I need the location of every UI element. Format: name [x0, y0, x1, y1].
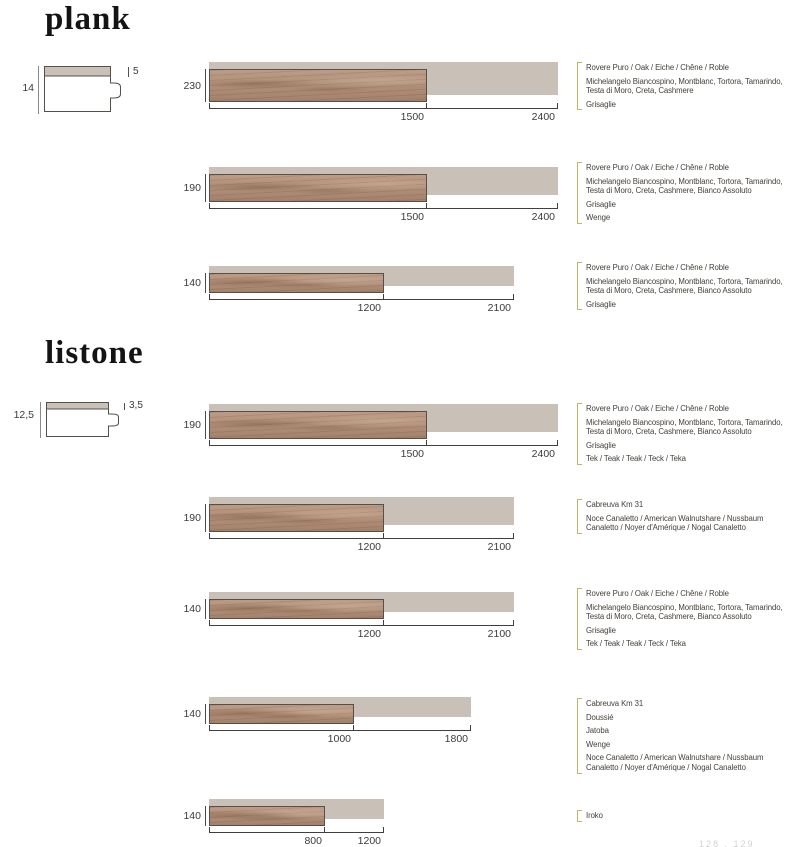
plank-wear-layer-label: 5	[133, 66, 139, 77]
species-list	[577, 162, 786, 224]
species-list	[577, 262, 786, 310]
dimension-tick	[209, 725, 210, 730]
width-bracket-line	[205, 504, 206, 532]
length-max-label: 1200	[357, 835, 381, 847]
species-list	[577, 403, 786, 465]
dimension-tick	[426, 440, 427, 445]
plank-thickness-label: 14	[22, 82, 34, 94]
species-line: Michelangelo Biancospino, Montblanc, Tortora, Tamarindo, Testa di Moro, Creta, Cashmere, Bianco Assoluto	[586, 602, 783, 622]
length-max-label: 2400	[531, 211, 555, 223]
species-line: Doussié	[586, 712, 614, 722]
length-min-label: 1200	[357, 628, 381, 640]
width-bracket-line	[205, 704, 206, 724]
plank-wear-layer-tick	[128, 67, 129, 77]
species-line: Grisaglie	[586, 299, 616, 309]
dimension-tick	[383, 827, 384, 832]
species-line: Grisaglie	[586, 440, 616, 450]
dimension-tick	[383, 533, 384, 538]
species-line: Iroko	[586, 811, 603, 820]
length-dimension-line	[209, 445, 558, 446]
species-line: Grisaglie	[586, 625, 616, 635]
species-line: Michelangelo Biancospino, Montblanc, Tortora, Tamarindo, Testa di Moro, Creta, Cashmere, Bianco Assoluto	[586, 417, 783, 437]
dimension-tick	[513, 620, 514, 625]
dimension-tick	[557, 103, 558, 108]
species-line: Michelangelo Biancospino, Montblanc, Tortora, Tamarindo, Testa di Moro, Creta, Cashmere, Bianco Assoluto	[586, 176, 783, 196]
dimension-tick	[209, 294, 210, 299]
dimension-tick	[557, 440, 558, 445]
length-min-label: 1500	[400, 111, 424, 123]
species-list	[577, 810, 786, 822]
section-title-listone: listone	[45, 335, 144, 371]
plank-cross-section-drawing	[44, 66, 126, 114]
listone-thickness-line	[40, 402, 41, 438]
width-label: 140	[183, 277, 201, 289]
page-numbers: 128 . 129	[699, 839, 755, 847]
dimension-tick	[353, 725, 354, 730]
width-bracket-line	[205, 599, 206, 619]
width-bracket-line	[205, 411, 206, 439]
length-dimension-line	[209, 208, 558, 209]
section-title-plank: plank	[45, 1, 131, 37]
width-bracket-line	[205, 273, 206, 293]
dimension-tick	[209, 440, 210, 445]
length-dimension-line	[209, 730, 471, 731]
species-list	[577, 499, 786, 534]
length-max-label: 2400	[531, 448, 555, 460]
wood-plank-bar	[209, 69, 427, 102]
dimension-tick	[209, 827, 210, 832]
species-line: Jatoba	[586, 726, 609, 736]
dimension-tick	[426, 203, 427, 208]
dimension-tick	[426, 103, 427, 108]
length-dimension-line	[209, 108, 558, 109]
length-dimension-line	[209, 538, 514, 539]
length-min-label: 1200	[357, 541, 381, 553]
species-line: Rovere Puro / Oak / Eiche / Chêne / Roble	[586, 263, 729, 272]
wood-plank-bar	[209, 411, 427, 439]
dimension-tick	[209, 620, 210, 625]
species-line: Wenge	[586, 213, 611, 223]
wood-plank-bar	[209, 599, 384, 619]
species-line: Cabreuva Km 31	[586, 699, 644, 708]
species-line: Rovere Puro / Oak / Eiche / Chêne / Roble	[586, 589, 729, 598]
wood-plank-bar	[209, 174, 427, 202]
width-bracket-line	[205, 174, 206, 202]
species-line: Michelangelo Biancospino, Montblanc, Tortora, Tamarindo, Testa di Moro, Creta, Cashmere	[586, 76, 783, 96]
width-label: 140	[183, 810, 201, 822]
species-line: Noce Canaletto / American Walnutshare / Nussbaum Canaletto / Noyer d'Amérique / Nogal Canaletto	[586, 513, 764, 533]
species-line: Rovere Puro / Oak / Eiche / Chêne / Roble	[586, 63, 729, 72]
listone-wear-layer-label: 3,5	[129, 400, 143, 411]
length-min-label: 800	[304, 835, 322, 847]
length-max-label: 2100	[487, 628, 511, 640]
width-bracket-line	[205, 806, 206, 826]
wood-plank-bar	[209, 273, 384, 293]
wood-plank-bar	[209, 504, 384, 532]
width-label: 190	[183, 512, 201, 524]
species-line: Rovere Puro / Oak / Eiche / Chêne / Roble	[586, 404, 729, 413]
species-list	[577, 698, 786, 774]
species-line: Noce Canaletto / American Walnutshare / Nussbaum Canaletto / Noyer d'Amérique / Nogal Canaletto	[586, 753, 764, 772]
dimension-tick	[383, 620, 384, 625]
dimension-tick	[513, 294, 514, 299]
species-line: Tek / Teak / Teak / Teck / Teka	[586, 639, 686, 649]
dimension-tick	[513, 533, 514, 538]
length-max-label: 2400	[531, 111, 555, 123]
species-list	[577, 588, 786, 650]
species-line: Wenge	[586, 739, 611, 749]
width-label: 190	[183, 419, 201, 431]
species-line: Michelangelo Biancospino, Montblanc, Tortora, Tamarindo, Testa di Moro, Creta, Cashmere, Bianco Assoluto	[586, 276, 783, 296]
listone-cross-section-drawing	[46, 402, 121, 438]
dimension-tick	[383, 294, 384, 299]
dimension-tick	[324, 827, 325, 832]
species-line: Grisaglie	[586, 199, 616, 209]
length-min-label: 1200	[357, 302, 381, 314]
length-dimension-line	[209, 299, 514, 300]
length-min-label: 1500	[400, 211, 424, 223]
length-max-label: 2100	[487, 541, 511, 553]
length-max-label: 1800	[444, 733, 468, 745]
wood-plank-bar	[209, 704, 354, 724]
listone-thickness-label: 12,5	[13, 409, 34, 421]
dimension-tick	[557, 203, 558, 208]
length-min-label: 1500	[400, 448, 424, 460]
dimension-tick	[209, 203, 210, 208]
wood-plank-bar	[209, 806, 325, 826]
width-label: 190	[183, 182, 201, 194]
dimension-tick	[209, 533, 210, 538]
length-min-label: 1000	[327, 733, 351, 745]
dimension-tick	[209, 103, 210, 108]
plank-thickness-line	[38, 66, 39, 114]
species-line: Rovere Puro / Oak / Eiche / Chêne / Roble	[586, 163, 729, 172]
species-line: Tek / Teak / Teak / Teck / Teka	[586, 454, 686, 464]
width-label: 230	[183, 79, 201, 92]
width-label: 140	[183, 708, 201, 720]
length-dimension-line	[209, 832, 384, 833]
width-label: 140	[183, 603, 201, 615]
species-line: Cabreuva Km 31	[586, 500, 644, 509]
listone-wear-layer-tick	[124, 403, 125, 410]
species-list	[577, 62, 786, 110]
dimension-tick	[470, 725, 471, 730]
species-line: Grisaglie	[586, 99, 616, 109]
length-dimension-line	[209, 625, 514, 626]
width-bracket-line	[205, 69, 206, 102]
length-max-label: 2100	[487, 302, 511, 314]
